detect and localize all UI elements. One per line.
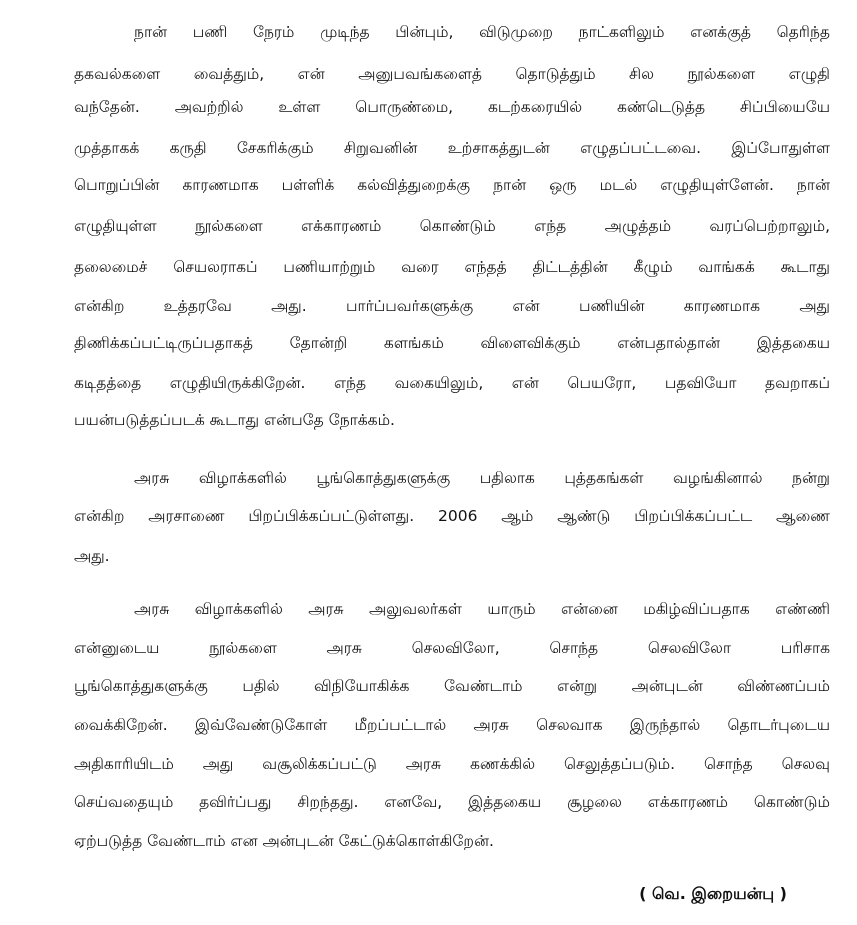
text-line: வைக்கிறேன். இவ்வேண்டுகோள் மீறப்பட்டால் அரசு செலவாக இருந்தால் தொடர்புடைய [74, 716, 830, 734]
text-line: என்னுடைய நூல்களை அரசு செலவிலோ, சொந்த செலவிலோ பரிசாக [74, 639, 830, 657]
text-line: பொறுப்பின் காரணமாக பள்ளிக் கல்வித்துறைக்கு நான் ஒரு மடல் எழுதியுள்ளேன். நான் [74, 176, 830, 194]
text-line: எழுதியுள்ள நூல்களை எக்காரணம் கொண்டும் எந்த அழுத்தம் வரப்பெற்றாலும், [74, 217, 830, 235]
text-line: அரசு விழாக்களில் பூங்கொத்துகளுக்கு பதிலாக புத்தகங்கள் வழங்கினால் நன்று [134, 469, 830, 487]
text-line: நான் பணி நேரம் முடிந்த பின்பும், விடுமுறை நாட்களிலும் எனக்குத் தெரிந்த [134, 23, 830, 41]
text-line: பயன்படுத்தப்படக் கூடாது என்பதே நோக்கம். [74, 411, 395, 429]
text-line: செய்வதையும் தவிர்ப்பது சிறந்தது. எனவே, இத்தகைய சூழலை எக்காரணம் கொண்டும் [74, 793, 830, 811]
text-line: பூங்கொத்துகளுக்கு பதில் விநியோகிக்க வேண்டாம் என்று அன்புடன் விண்ணப்பம் [74, 677, 830, 695]
text-line: வந்தேன். அவற்றில் உள்ள பொருண்மை, கடற்கரையில் கண்டெடுத்த சிப்பியையே [74, 98, 830, 116]
text-line: கடிதத்தை எழுதியிருக்கிறேன். எந்த வகையிலும், என் பெயரோ, பதவியோ தவறாகப் [74, 374, 830, 392]
text-line: அரசு விழாக்களில் அரசு அலுவலர்கள் யாரும் என்னை மகிழ்விப்பதாக எண்ணி [134, 600, 830, 618]
signature: ( வெ. இறையன்பு ) [639, 884, 787, 903]
text-line: திணிக்கப்பட்டிருப்பதாகத் தோன்றி களங்கம் விளைவிக்கும் என்பதால்தான் இத்தகைய [74, 334, 830, 352]
text-line: முத்தாகக் கருதி சேகரிக்கும் சிறுவனின் உற்சாகத்துடன் எழுதப்பட்டவை. இப்போதுள்ள [74, 139, 830, 157]
text-line: அதிகாரியிடம் அது வசூலிக்கப்பட்டு அரசு கணக்கில் செலுத்தப்படும். சொந்த செலவு [74, 755, 830, 773]
text-line: தகவல்களை வைத்தும், என் அனுபவங்களைத் தொடுத்தும் சில நூல்களை எழுதி [74, 65, 830, 83]
text-line: அது. [74, 547, 110, 565]
text-line: தலைமைச் செயலராகப் பணியாற்றும் வரை எந்தத் திட்டத்தின் கீழும் வாங்கக் கூடாது [74, 258, 830, 276]
text-line: என்கிற உத்தரவே அது. பார்ப்பவர்களுக்கு என் பணியின் காரணமாக அது [74, 297, 830, 315]
text-line: ஏற்படுத்த வேண்டாம் என அன்புடன் கேட்டுக்கொள்கிறேன். [74, 832, 494, 850]
text-line: என்கிற அரசாணை பிறப்பிக்கப்பட்டுள்ளது. 2006 ஆம் ஆண்டு பிறப்பிக்கப்பட்ட ஆணை [74, 507, 830, 525]
